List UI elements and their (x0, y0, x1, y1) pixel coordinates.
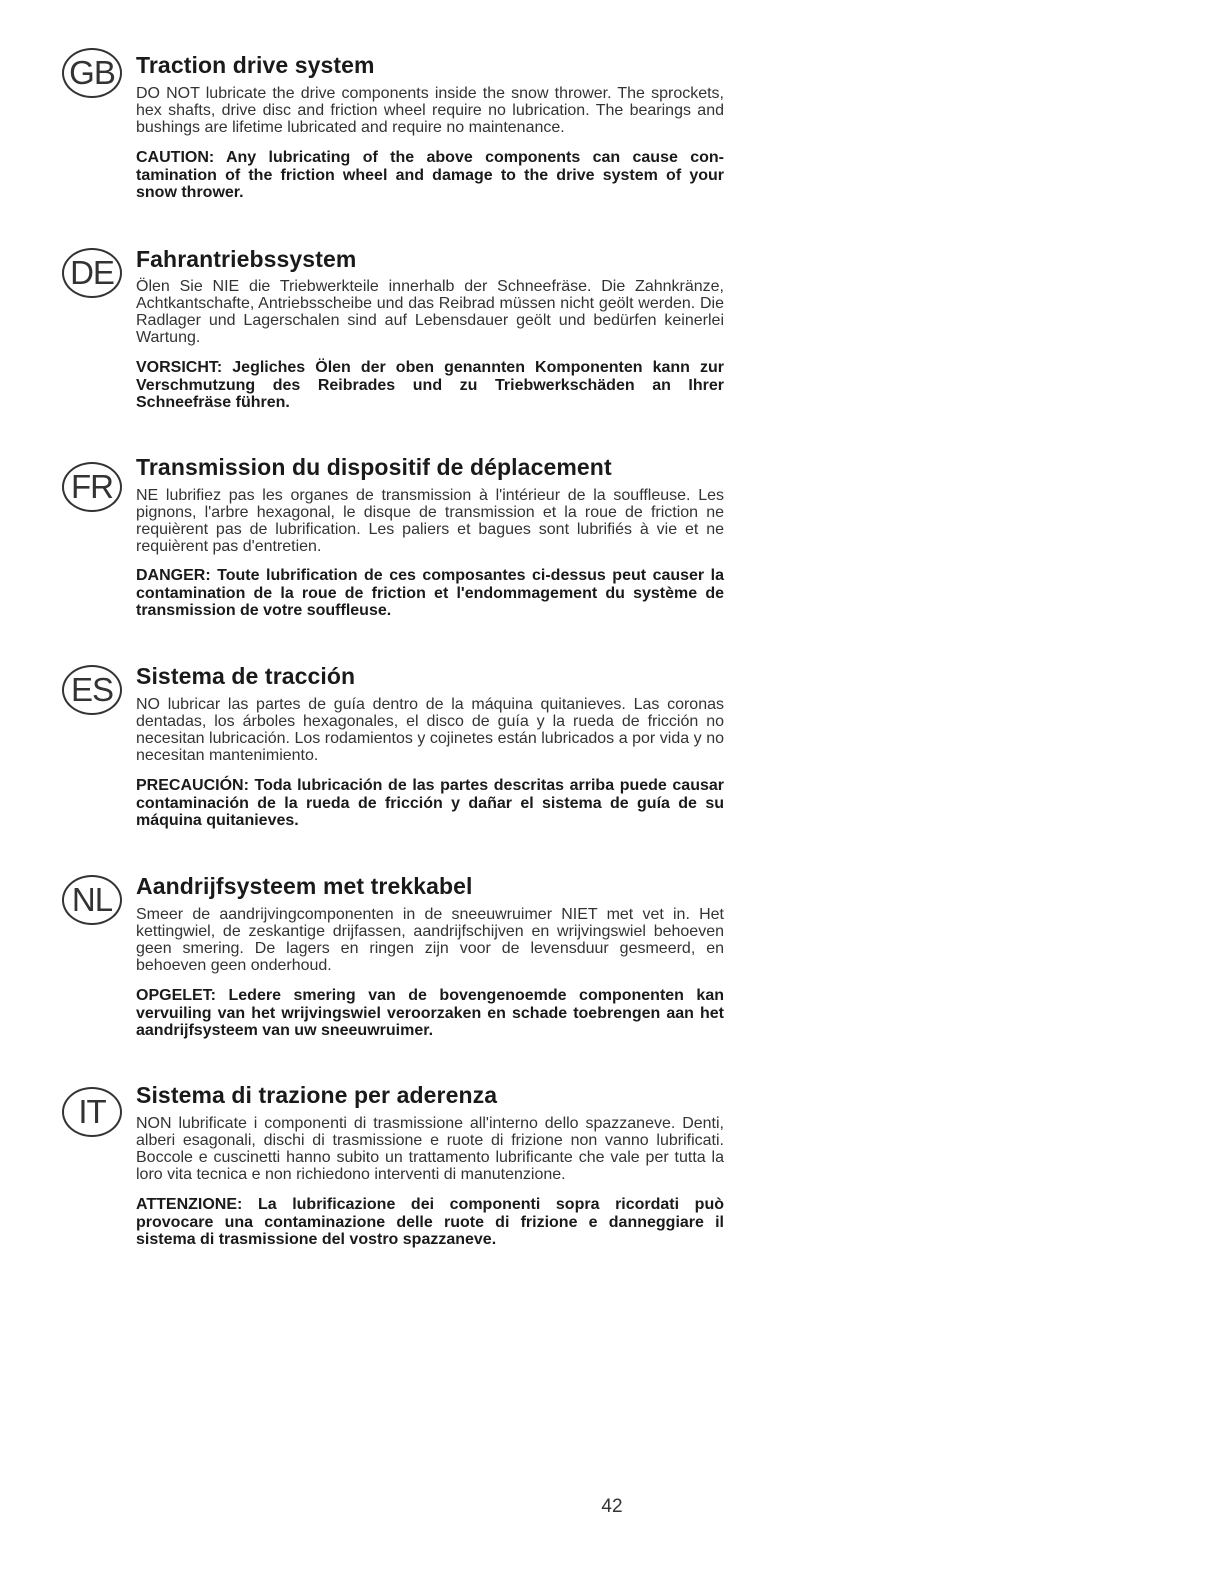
language-badge-de: DE (62, 248, 122, 298)
section-title-it: Sistema di trazione per aderenza (136, 1082, 498, 1108)
section-body-gb: DO NOT lubricate the drive components inside the snow thrower. The sprockets, hex shafts, drive disc and friction wheel require no lubrication. The bearings and bushings are lifetime lubricated and require no maintenance. (136, 85, 724, 136)
section-body-it: NON lubrificate i componenti di trasmissione all'interno dello spazzaneve. Denti, alberi esagonali, dischi di trasmissione e ruote di frizione non vanno lubrificati. Boccole e cuscinetti hanno subito un trattamento lubrificante che vale per tutta la loro vita tecnica e non richiedono interventi di manutenzione. (136, 1115, 724, 1183)
section-caution-it: ATTENZIONE: La lubrificazione dei componenti sopra ricordati può provocare una contaminazione delle ruote di frizione e danneggiare il sistema di trasmissione del vostro spazzaneve. (136, 1196, 724, 1248)
section-title-fr: Transmission du dispositif de déplacement (136, 454, 612, 480)
section-title-nl: Aandrijfsysteem met trekkabel (136, 873, 473, 899)
section-caution-de: VORSICHT: Jegliches Ölen der oben genannten Komponenten kann zur Verschmutzung des Reibrades und zu Triebwerkschäden an Ihrer Schneefräse führen. (136, 359, 724, 411)
section-body-de: Ölen Sie NIE die Triebwerkteile innerhalb der Schneefräse. Die Zahnkränze, Achtkantschafte, Antriebsscheibe und das Reibrad müssen nicht geölt werden. Die Radlager und Lagerschalen sind auf Lebensdauer geölt und bedürfen keinerlei Wartung. (136, 278, 724, 346)
section-caution-nl: OPGELET: Ledere smering van de bovengenoemde componenten kan vervuiling van het wrijvingswiel veroorzaken en schade toebrengen aan het aandrijfsysteem van uw sneeuwruimer. (136, 987, 724, 1039)
language-badge-gb: GB (62, 48, 122, 98)
section-body-nl: Smeer de aandrijvingcomponenten in de sneeuwruimer NIET met vet in. Het kettingwiel, de zeskantige drijfassen, aandrijfschijven en wrijvingswiel behoeven geen smering. De lagers en ringen zijn voor de levensduur gesmeerd, en behoeven geen onderhoud. (136, 906, 724, 974)
section-body-es: NO lubricar las partes de guía dentro de la máquina quitanieves. Las coronas dentadas, los árboles hexagonales, el disco de guía y la rueda de fricción no necesitan lubricación. Los rodamientos y cojinetes están lubricados a por vida y no necesitan mantenimiento. (136, 696, 724, 764)
section-title-gb: Traction drive system (136, 52, 375, 78)
section-caution-fr: DANGER: Toute lubrification de ces composantes ci-dessus peut causer la contamination de la roue de friction et l'endommagement du système de transmission de votre souffleuse. (136, 567, 724, 619)
language-badge-it: IT (62, 1087, 122, 1137)
section-title-de: Fahrantriebssystem (136, 246, 357, 272)
page-number: 42 (601, 1496, 623, 1517)
language-badge-es: ES (62, 665, 122, 715)
section-caution-gb: CAUTION: Any lubricating of the above components can cause contamination of the friction wheel and damage to the drive system of your snow thrower. (136, 149, 724, 201)
language-badge-nl: NL (62, 875, 122, 925)
language-badge-fr: FR (62, 462, 122, 512)
section-body-fr: NE lubrifiez pas les organes de transmission à l'intérieur de la souffleuse. Les pignons, l'arbre hexagonal, le disque de transmission et la roue de friction ne requièrent pas de lubrification. Les paliers et bagues sont lubrifiés à vie et ne requièrent pas d'entretien. (136, 487, 724, 555)
section-caution-es: PRECAUCIÓN: Toda lubricación de las partes descritas arriba puede causar contaminación de la rueda de fricción y dañar el sistema de guía de su máquina quitanieves. (136, 777, 724, 829)
section-title-es: Sistema de tracción (136, 663, 356, 689)
